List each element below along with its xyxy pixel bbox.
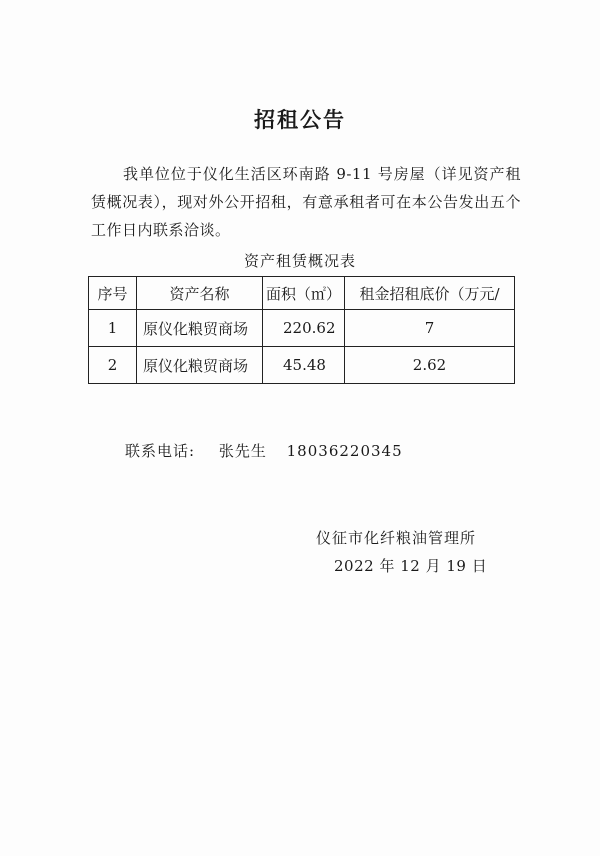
row-asset-name: 原仪化粮贸商场 bbox=[137, 310, 263, 347]
signature-org: 仪征市化纤粮油管理所 bbox=[316, 529, 477, 547]
table-header-row bbox=[89, 277, 515, 310]
row-area: 220.62 bbox=[263, 310, 345, 347]
header-asset-name: 资产名称 bbox=[137, 277, 263, 310]
signature-date: 2022 年 12 月 19 日 bbox=[334, 557, 488, 575]
row-asset-name: 原仪化粮贸商场 bbox=[137, 347, 263, 384]
contact-label: 联系电话: bbox=[125, 442, 196, 460]
table-caption: 资产租赁概况表 bbox=[243, 252, 356, 270]
table-row bbox=[89, 347, 515, 384]
asset-rental-table bbox=[88, 276, 515, 384]
contact-line bbox=[125, 440, 403, 461]
row-rent-price: 2.62 bbox=[345, 347, 515, 384]
contact-name: 张先生 bbox=[218, 442, 267, 460]
notice-title: 招租公告 bbox=[254, 108, 346, 132]
row-area: 45.48 bbox=[263, 347, 345, 384]
row-rent-price: 7 bbox=[345, 310, 515, 347]
signature-block bbox=[316, 524, 487, 580]
notice-body: 我单位位于仪化生活区环南路 9-11 号房屋（详见资产租赁概况表），现对外公开招租，有意承租者可在本公告发出五个工作日内联系洽谈。 bbox=[91, 165, 521, 239]
row-index: 1 bbox=[89, 310, 137, 347]
row-index: 2 bbox=[89, 347, 137, 384]
header-area: 面积（㎡） bbox=[263, 277, 345, 310]
table-row bbox=[89, 310, 515, 347]
header-rent-price: 租金招租底价（万元/ bbox=[345, 277, 515, 310]
header-index: 序号 bbox=[89, 277, 137, 310]
contact-phone: 18036220345 bbox=[286, 442, 403, 460]
